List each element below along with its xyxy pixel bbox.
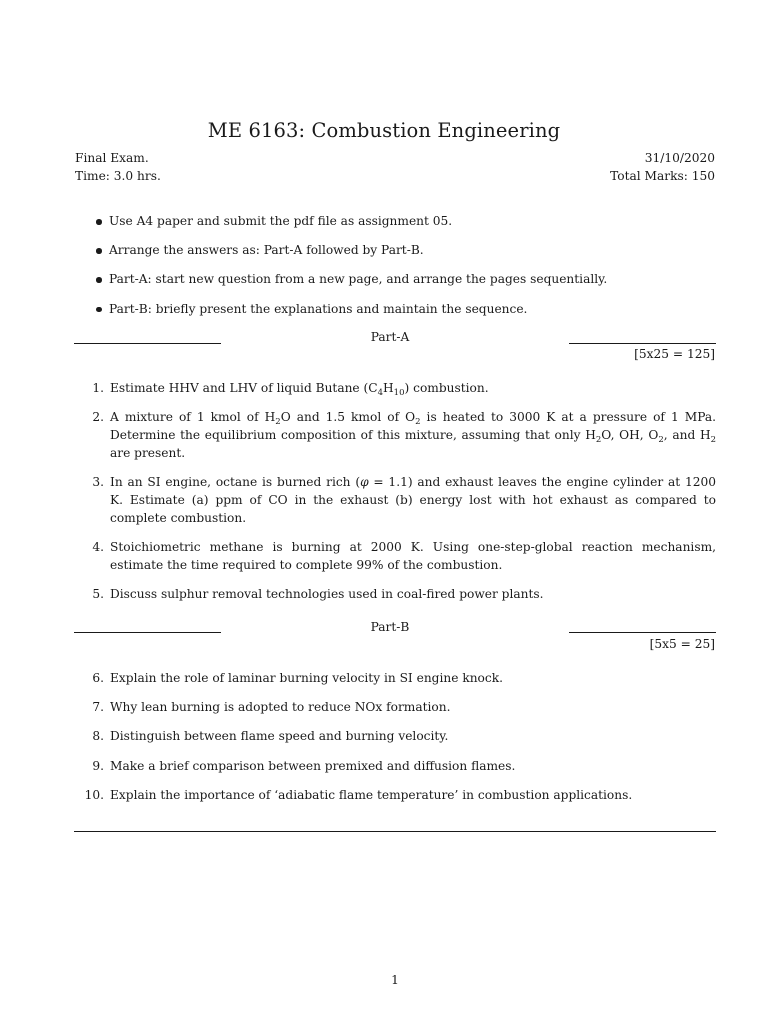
instruction-item: Use A4 paper and submit the pdf file as assignment 05. <box>94 213 607 242</box>
question-number: 10. <box>84 787 104 802</box>
total-marks: Total Marks: 150 <box>610 168 715 183</box>
question-number: 3. <box>92 474 104 489</box>
part-b-questions <box>76 670 716 816</box>
exam-meta-left <box>75 150 161 185</box>
question-text: Explain the role of laminar burning velocity in SI engine knock. <box>110 671 503 685</box>
question-text: A mixture of 1 kmol of $H_2O$ and 1.5 kmol of $O_2$ is heated to 3000 K at a pressure of 1 MPa. Determine the equilibrium composition of this mixture, assuming that only $H_2O$, OH, $O_2$, and $H_2$ are present. <box>110 410 717 460</box>
instruction-item: Part-A: start new question from a new page, and arrange the pages sequentially. <box>94 271 607 300</box>
exam-meta-right <box>610 150 715 185</box>
exam-type: Final Exam. <box>75 151 149 165</box>
part-b-heading: Part-B <box>370 620 410 634</box>
page-title: ME 6163: Combustion Engineering <box>207 119 561 142</box>
question-text: Estimate HHV and LHV of liquid Butane $(C_4H_{10})$ combustion. <box>110 381 489 398</box>
question-text: Why lean burning is adopted to reduce NOx formation. <box>110 700 451 715</box>
instruction-item: Arrange the answers as: Part-A followed by Part-B. <box>94 242 607 271</box>
part-b-marks: [5x5 = 25] <box>649 637 715 651</box>
part-a-heading: Part-A <box>370 330 410 344</box>
question-text: Explain the importance of ‘adiabatic flame temperature’ in combustion applications. <box>110 787 633 802</box>
question-number: 7. <box>92 700 104 715</box>
question-text: Discuss sulphur removal technologies used in coal-fired power plants. <box>110 586 544 601</box>
question-item <box>76 409 716 462</box>
question-item <box>76 758 716 776</box>
question-text: Distinguish between flame speed and burning velocity. <box>110 729 449 744</box>
part-b-rule-right <box>569 632 716 633</box>
exam-date: 31/10/2020 <box>644 151 715 165</box>
question-item <box>76 539 716 575</box>
part-a-marks: [5x25 = 125] <box>634 347 715 361</box>
exam-time: Time: 3.0 hrs. <box>75 168 161 183</box>
part-a-questions <box>76 380 716 615</box>
question-item <box>76 474 716 527</box>
instruction-item: Part-B: briefly present the explanations and maintain the sequence. <box>94 301 607 330</box>
bottom-rule <box>74 831 716 832</box>
question-item <box>76 728 716 746</box>
question-number: 8. <box>92 729 104 744</box>
question-item <box>76 699 716 717</box>
instructions-list <box>94 213 607 330</box>
question-number: 9. <box>92 758 104 773</box>
question-number: 1. <box>92 381 104 395</box>
question-item <box>76 670 716 688</box>
question-number: 5. <box>92 586 104 601</box>
question-number: 2. <box>92 410 104 425</box>
question-item <box>76 586 716 604</box>
question-item <box>76 380 716 398</box>
part-a-rule-right <box>569 343 716 344</box>
question-item <box>76 787 716 805</box>
question-number: 6. <box>92 671 104 685</box>
question-text: In an SI engine, octane is burned rich (φ = 1.1) and exhaust leaves the engine cylinder at 1200 K. Estimate (a) ppm of CO in the exhaust (b) energy lost with hot exhaust as compared to complete combustion. <box>110 474 716 525</box>
question-text: Make a brief comparison between premixed and diffusion flames. <box>110 758 516 773</box>
question-text: Stoichiometric methane is burning at 2000 K. Using one-step-global reaction mechanism, estimate the time required to complete 99% of the combustion. <box>110 539 716 572</box>
page-number: 1 <box>391 973 399 987</box>
question-number: 4. <box>92 539 104 554</box>
